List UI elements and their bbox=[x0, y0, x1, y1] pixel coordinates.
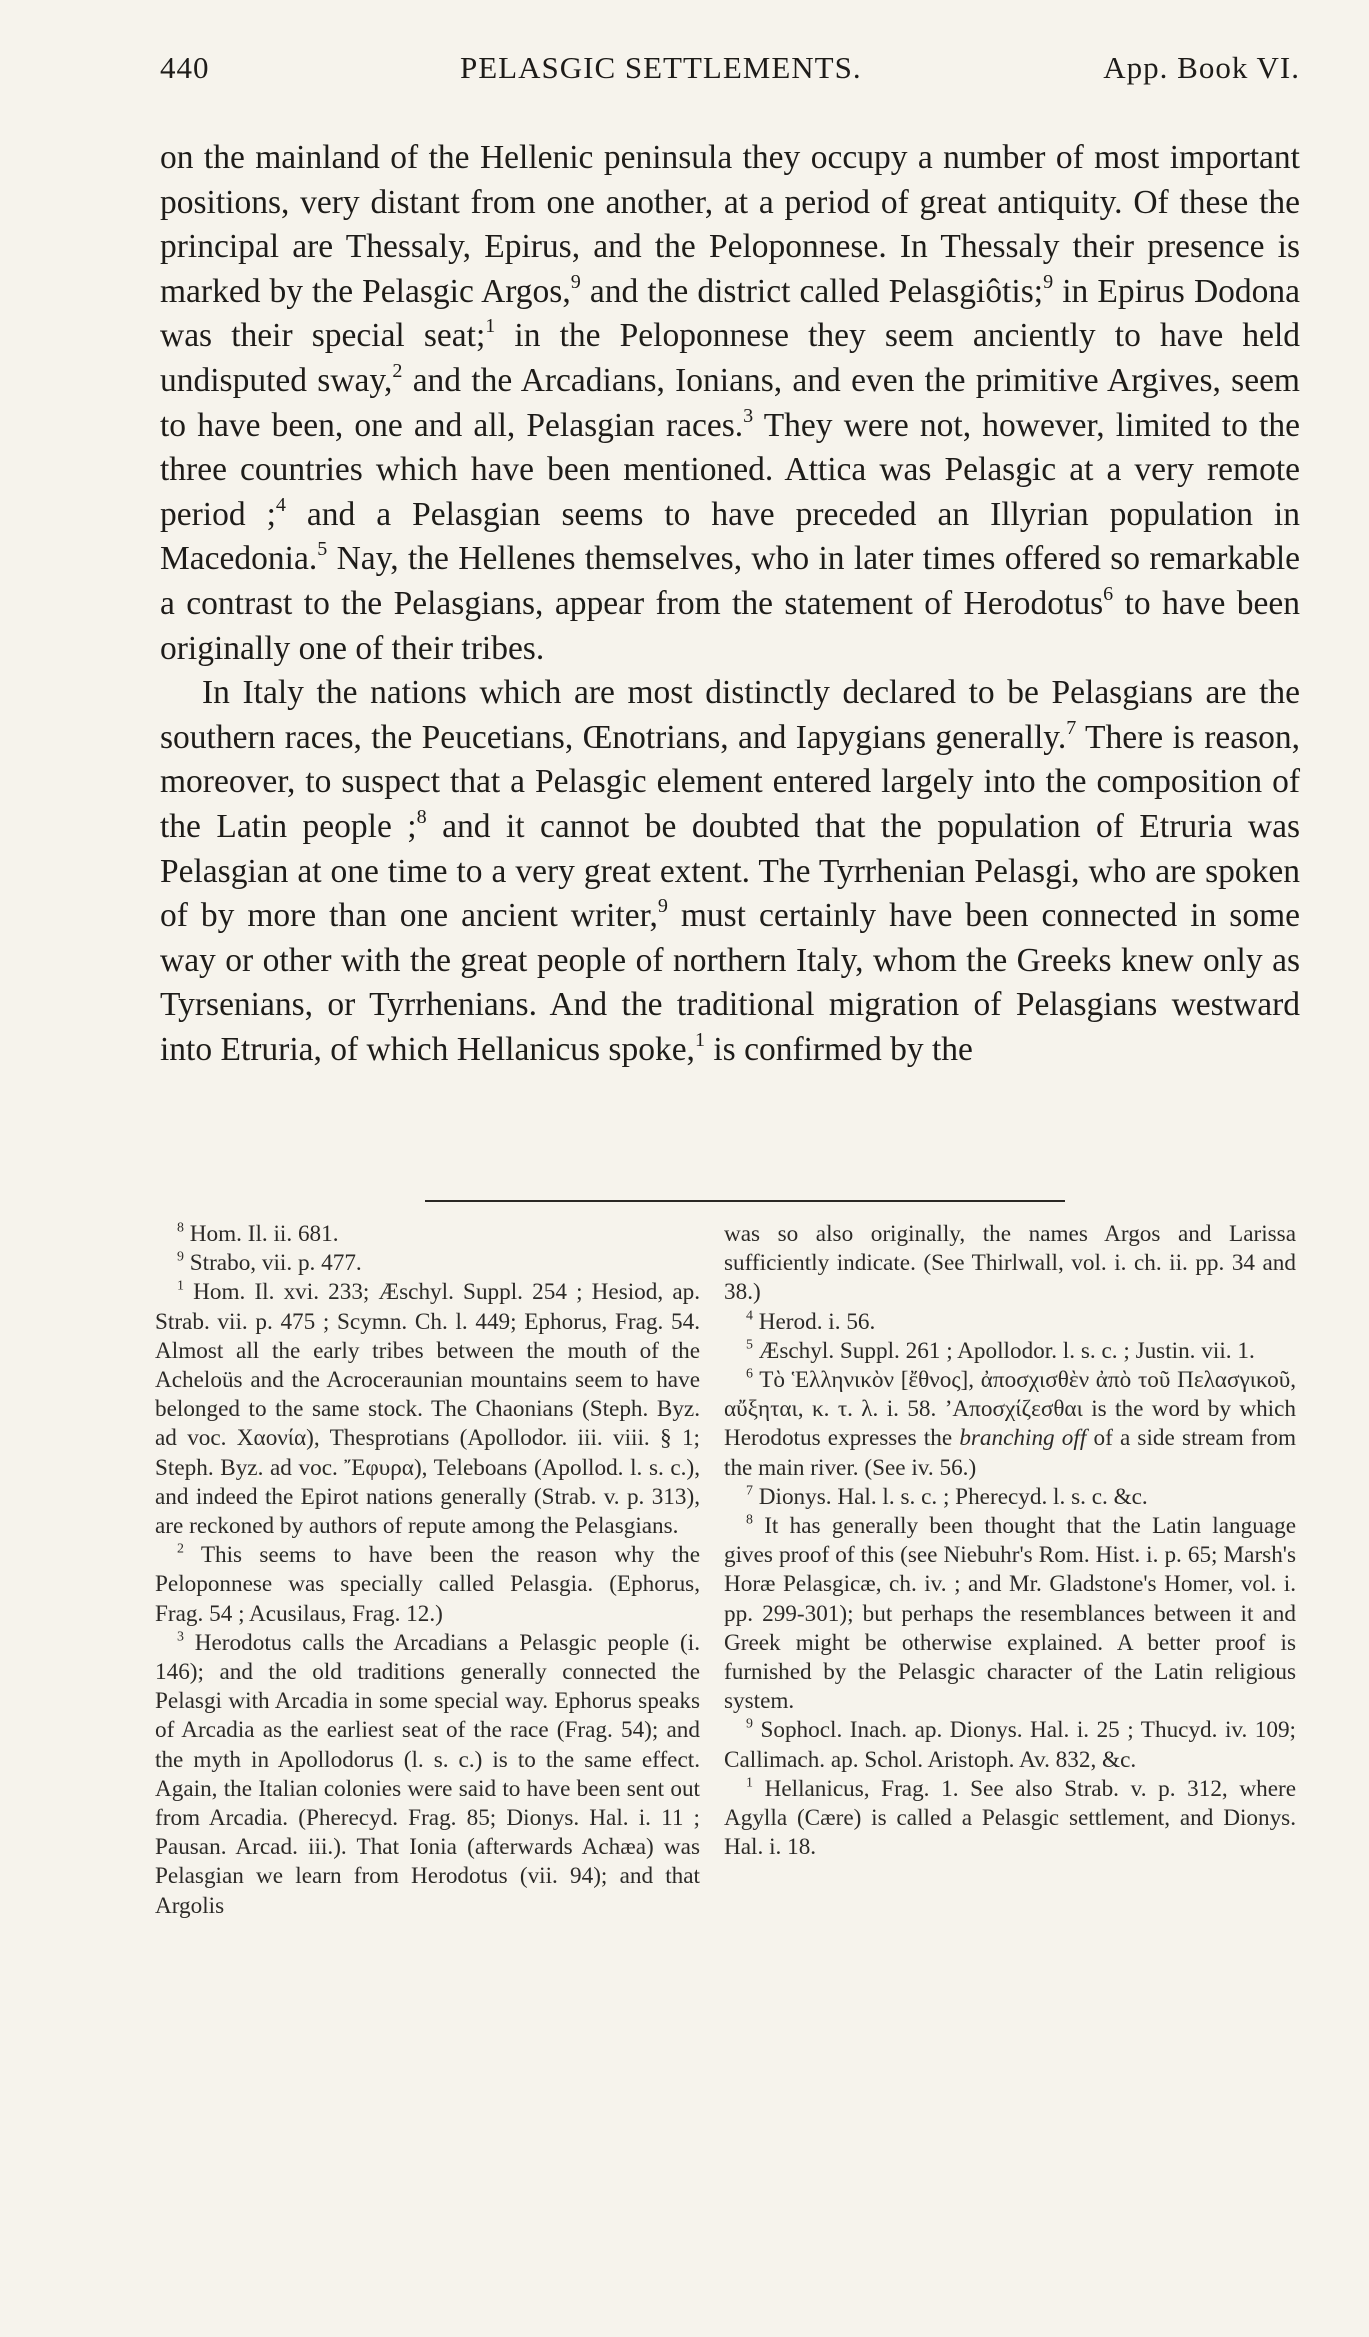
footnote-ref: 9 bbox=[177, 1249, 184, 1265]
footnote-ref: 9 bbox=[746, 1716, 753, 1732]
page-number: 440 bbox=[160, 50, 210, 85]
footnote-ref: 7 bbox=[1066, 716, 1077, 739]
text-run: Herod. i. 56. bbox=[752, 1308, 876, 1335]
footnote-ref: 3 bbox=[177, 1629, 184, 1645]
footnote bbox=[155, 1541, 700, 1629]
text-run: must certainly have been connected in some way or other with the great people of northern Italy, whom the Greeks knew only as Tyrsenians, or Tyrrhenians. And the traditional migration of Pelasgians westward into Etruria, of which Hellanicus spoke, bbox=[160, 897, 1300, 1068]
footnote-ref: 7 bbox=[746, 1483, 753, 1499]
text-run: of a side stream from the main river. (See iv. 56.) bbox=[724, 1425, 1296, 1481]
text-run: and a Pelasgian seems to have preceded an Illyrian population in Macedonia. bbox=[160, 495, 1300, 578]
text-run: Nay, the Hellenes themselves, who in later times offered so remarkable a contrast to the Pelasgians, appear from the statement of Herodotus bbox=[160, 540, 1300, 622]
text-run: There is reason, moreover, to suspect that a Pelasgic element entered largely into the composition of the Latin people ; bbox=[160, 718, 1301, 845]
footnote-ref: 2 bbox=[177, 1541, 184, 1557]
footnote-ref: 8 bbox=[746, 1512, 753, 1528]
text-run: on the mainland of the Hellenic peninsula they occupy a number of most important positions, very distant from one another, at a period of great antiquity. Of these the principal are Thessaly, Epirus, and the Peloponnese. In Thessaly their presence is marked by the Pelasgic Argos, bbox=[160, 139, 1300, 310]
text-run: This seems to have been the reason why the Peloponnese was specially called Pelasgia. (Ephorus, Frag. 54 ; Acusilaus, Frag. 12.) bbox=[155, 1542, 700, 1627]
footnote-ref: 9 bbox=[570, 270, 581, 293]
italic-text: branching off bbox=[959, 1425, 1087, 1452]
text-run: is confirmed by the bbox=[704, 1030, 973, 1068]
text-run: Sophocl. Inach. ap. Dionys. Hal. i. 25 ; Thucyd. iv. 109; Callimach. ap. Schol. Aristoph. Av. 832, &c. bbox=[724, 1717, 1296, 1773]
text-run: Æschyl. Suppl. 261 ; Apollodor. l. s. c. ; Justin. vii. 1. bbox=[752, 1337, 1255, 1364]
text-run: was so also originally, the names Argos and Larissa sufficiently indicate. (See Thirlwall, vol. i. ch. ii. pp. 34 and 38.) bbox=[724, 1221, 1296, 1306]
text-run: to have been originally one of their tribes. bbox=[160, 584, 1300, 667]
text-run: in Epirus Dodona was their special seat; bbox=[160, 272, 1301, 355]
footnotes-left-column bbox=[155, 1220, 700, 1921]
section-label: App. Book VI. bbox=[1103, 50, 1300, 85]
footnote-ref: 6 bbox=[746, 1366, 753, 1382]
running-title: PELASGIC SETTLEMENTS. bbox=[460, 50, 862, 85]
text-run: Hom. Il. ii. 681. bbox=[183, 1221, 339, 1247]
footnotes-right-column bbox=[724, 1220, 1296, 1862]
text-run: and it cannot be doubted that the population of Etruria was Pelasgian at one time to a very great extent. The Tyrrhenian Pelasgi, who are spoken of by more than one ancient writer, bbox=[160, 807, 1300, 935]
footnote-ref: 8 bbox=[177, 1220, 184, 1236]
footnote bbox=[724, 1483, 1296, 1512]
text-run: Strabo, vii. p. 477. bbox=[183, 1250, 362, 1277]
text-run: and the Arcadians, Ionians, and even the primitive Argives, seem to have been, one and all, Pelasgian races. bbox=[160, 361, 1300, 444]
footnote-ref: 1 bbox=[177, 1278, 184, 1294]
text-run: They were not, however, limited to the three countries which have been mentioned. Attica was Pelasgic at a very remote period ; bbox=[160, 406, 1300, 533]
text-run: Τὸ Ἑλληνικὸν [ἔθνος], ἀποσχισθὲν ἀπὸ τοῦ Πελασγικοῦ, αὔξηται, κ. τ. λ. i. 58. ’Αποσχίζεσθαι is the word by which Herodotus expresses the bbox=[724, 1367, 1296, 1452]
main-text bbox=[160, 136, 1300, 1072]
footnote bbox=[155, 1278, 700, 1541]
paragraph-2 bbox=[160, 671, 1300, 1072]
footnote bbox=[724, 1220, 1296, 1308]
text-run: and the district called Pelasgiôtis; bbox=[580, 272, 1044, 310]
footnote bbox=[724, 1337, 1296, 1366]
page-header bbox=[160, 50, 1300, 90]
text-run: Hom. Il. xvi. 233; Æschyl. Suppl. 254 ; Hesiod, ap. Strab. vii. p. 475 ; Scymn. Ch. l. 449; Ephorus, Frag. 54. Almost all the early tribes between the mouth of the Acheloüs and the Acroceraunian mountains seem to have belonged to the same stock. The Chaonians (Steph. Byz. ad voc. Χαονία), Thesprotians (Apollodor. iii. viii. § 1; Steph. Byz. ad voc. Ἔφυρα), Teleboans (Apollod. l. s. c.), and indeed the Epirot nations generally (Strab. v. p. 313), are reckoned by authors of repute among the Pelasgians. bbox=[155, 1279, 700, 1540]
text-run: Dionys. Hal. l. s. c. ; Pherecyd. l. s. c. &c. bbox=[752, 1483, 1148, 1510]
footnote-ref: 9 bbox=[657, 895, 668, 918]
text-run: in the Peloponnese they seem anciently to have held undisputed sway, bbox=[160, 317, 1300, 399]
footnote bbox=[155, 1249, 700, 1278]
footnote bbox=[724, 1308, 1296, 1337]
footnote-ref: 5 bbox=[317, 538, 328, 561]
footnote bbox=[724, 1716, 1296, 1774]
footnote-ref: 2 bbox=[392, 359, 403, 382]
footnote bbox=[155, 1220, 700, 1249]
text-run: Herodotus calls the Arcadians a Pelasgic people (i. 146); and the old traditions generally connected the Pelasgi with Arcadia in some special way. Ephorus speaks of Arcadia as the earliest seat of the race (Frag. 54); and the myth in Apollodorus (l. s. c.) is to the same effect. Again, the Italian colonies were said to have been sent out from Arcadia. (Pherecyd. Frag. 85; Dionys. Hal. i. 11 ; Pausan. Arcad. iii.). That Ionia (afterwards Achæa) was Pelasgian we learn from Herodotus (vii. 94); and that Argolis bbox=[155, 1629, 700, 1919]
footnote-ref: 6 bbox=[1103, 582, 1114, 605]
footnote-ref: 8 bbox=[416, 805, 427, 828]
text-run: It has generally been thought that the Latin language gives proof of this (see Niebuhr's Rom. Hist. i. p. 65; Marsh's Horæ Pelasgicæ, ch. iv. ; and Mr. Gladstone's Homer, vol. i. pp. 299-301); but perhaps the resemblances between it and Greek might be otherwise explained. A better proof is furnished by the Pelasgic character of the Latin religious system. bbox=[724, 1513, 1296, 1715]
footnote bbox=[155, 1629, 700, 1921]
footnote bbox=[724, 1366, 1296, 1483]
text-run: Hellanicus, Frag. 1. See also Strab. v. p. 312, where Agylla (Cære) is called a Pelasgic settlement, and Dionys. Hal. i. 18. bbox=[724, 1775, 1296, 1861]
footnote-ref: 1 bbox=[485, 315, 496, 338]
footnote-ref: 4 bbox=[746, 1307, 753, 1323]
footnote bbox=[724, 1512, 1296, 1716]
footnote-rule bbox=[425, 1200, 1065, 1202]
footnote-ref: 3 bbox=[743, 404, 754, 427]
footnote bbox=[724, 1775, 1296, 1863]
footnote-ref: 4 bbox=[275, 493, 286, 516]
footnote-ref: 1 bbox=[694, 1028, 705, 1051]
footnote-ref: 5 bbox=[746, 1337, 753, 1353]
footnote-ref: 1 bbox=[746, 1775, 753, 1791]
text-run: In Italy the nations which are most distinctly declared to be Pelasgians are the southern races, the Peucetians, Œnotrians, and Iapygians generally. bbox=[160, 674, 1300, 756]
paragraph-1 bbox=[160, 136, 1300, 671]
footnote-ref: 9 bbox=[1043, 270, 1054, 293]
